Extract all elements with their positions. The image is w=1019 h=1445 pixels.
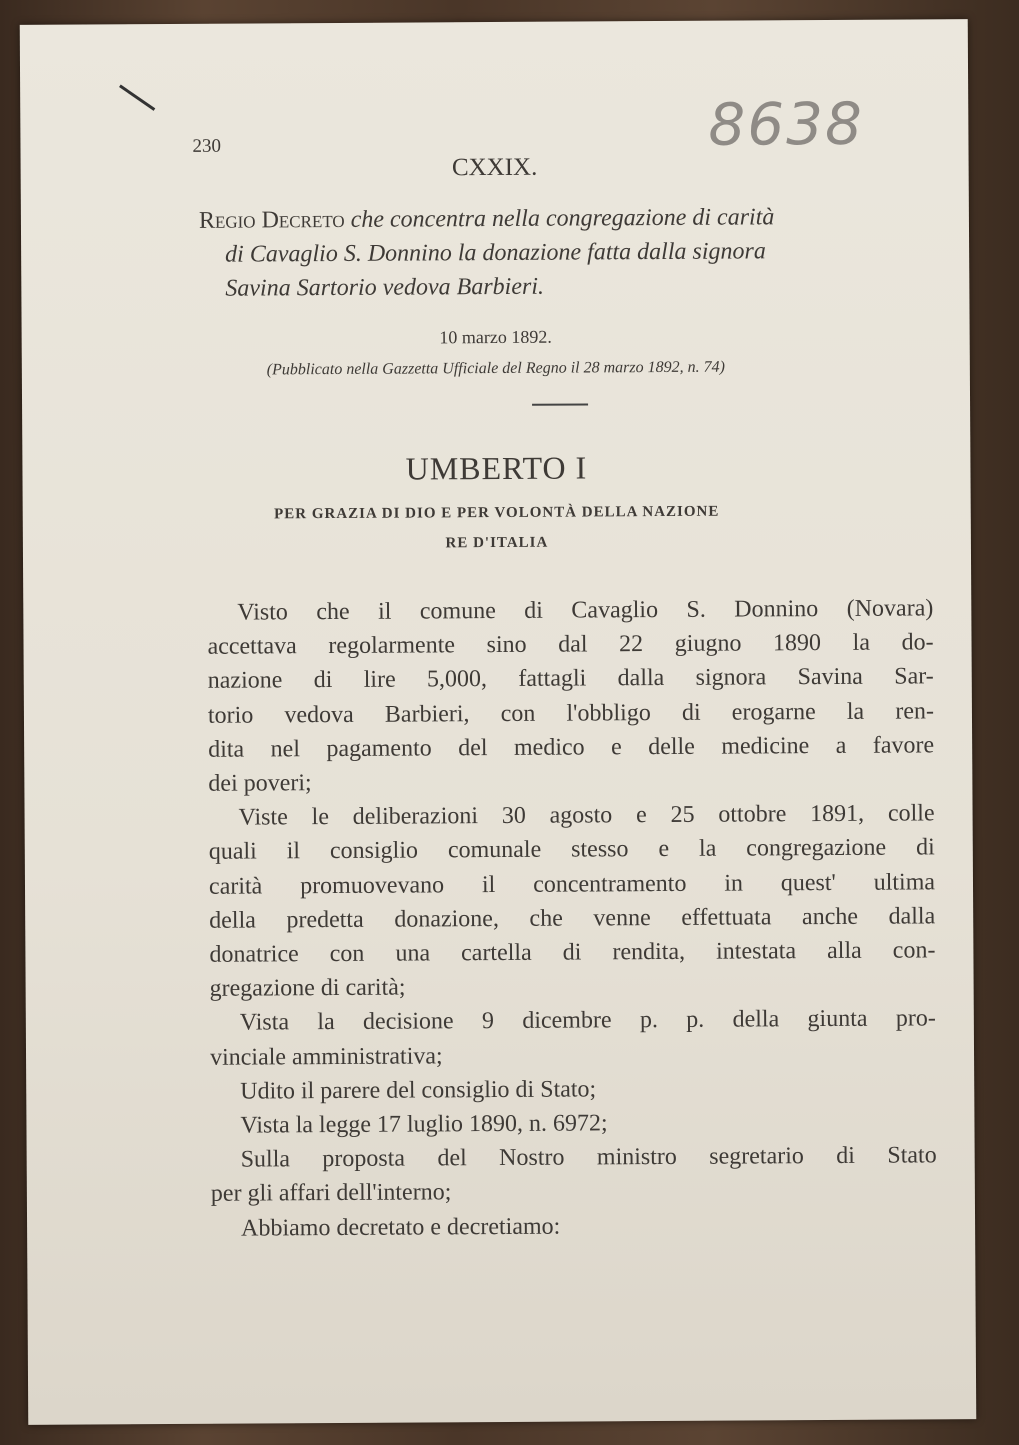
body-line: dei poveri; [208,770,312,797]
handwritten-number: 8638 [708,89,865,159]
body-line: Visto che il comune di Cavaglio S. Donnino (Novara) [237,595,934,626]
body-line: gregazione di carità; [209,974,406,1003]
title-line: che concentra nella congregazione di carità [350,204,775,233]
decree-date: 10 marzo 1892. [439,326,552,348]
decree-body [207,591,937,1245]
body-line: accettava regolarmente sino dal 22 giugno 1890 la do- [207,629,934,660]
body-line: torio vedova Barbieri, con l'obbligo di erogarne la ren- [207,697,935,729]
body-line: per gli affari dell'interno; [210,1179,452,1208]
king-name: UMBERTO I [405,449,588,487]
title-prefix: Regio Decreto [198,206,345,234]
decree-title [199,199,940,306]
body-line: nazione di lire 5,000, fattagli dalla signora Savina Sar- [207,663,934,695]
pencil-mark [119,85,155,111]
title-line: Savina Sartorio vedova Barbieri. [225,273,545,302]
body-line: Sulla proposta del Nostro ministro segretario di Stato [240,1142,937,1173]
body-line: carità promuovevano il concentramento in quest' ultima [208,868,936,900]
body-line: Abbiamo decretato e decretiamo: [241,1213,561,1242]
body-line: Udito il parere del consiglio di Stato; [240,1076,597,1105]
body-line: donatrice con una cartella di rendita, intestata alla con- [209,937,936,968]
body-line: dita nel pagamento del medico e delle medicine a favore [208,732,935,763]
body-line: quali il consiglio comunale stesso e la congregazione di [208,834,935,866]
page-number: 230 [192,135,222,157]
title-line: di Cavaglio S. Donnino la donazione fatta dalla signora [225,238,766,268]
body-line: Vista la legge 17 luglio 1890, n. 6972; [240,1110,608,1139]
body-line: Vista la decisione 9 dicembre p. p. della giunta pro- [239,1005,936,1037]
body-line: vinciale amministrativa; [209,1042,443,1071]
document-page [20,19,977,1425]
decree-number: CXXIX. [451,153,538,182]
king-realm: RE D'ITALIA [445,534,549,552]
divider [532,403,588,405]
body-line: Viste le deliberazioni 30 agosto e 25 ottobre 1891, colle [238,800,935,831]
body-line: della predetta donazione, che venne effettuata anche dalla [209,903,936,934]
king-title: PER GRAZIA DI DIO E PER VOLONTÀ DELLA NAZIONE [274,503,720,523]
publication-note: (Pubblicato nella Gazzetta Ufficiale del Regno il 28 marzo 1892, n. 74) [266,358,725,379]
